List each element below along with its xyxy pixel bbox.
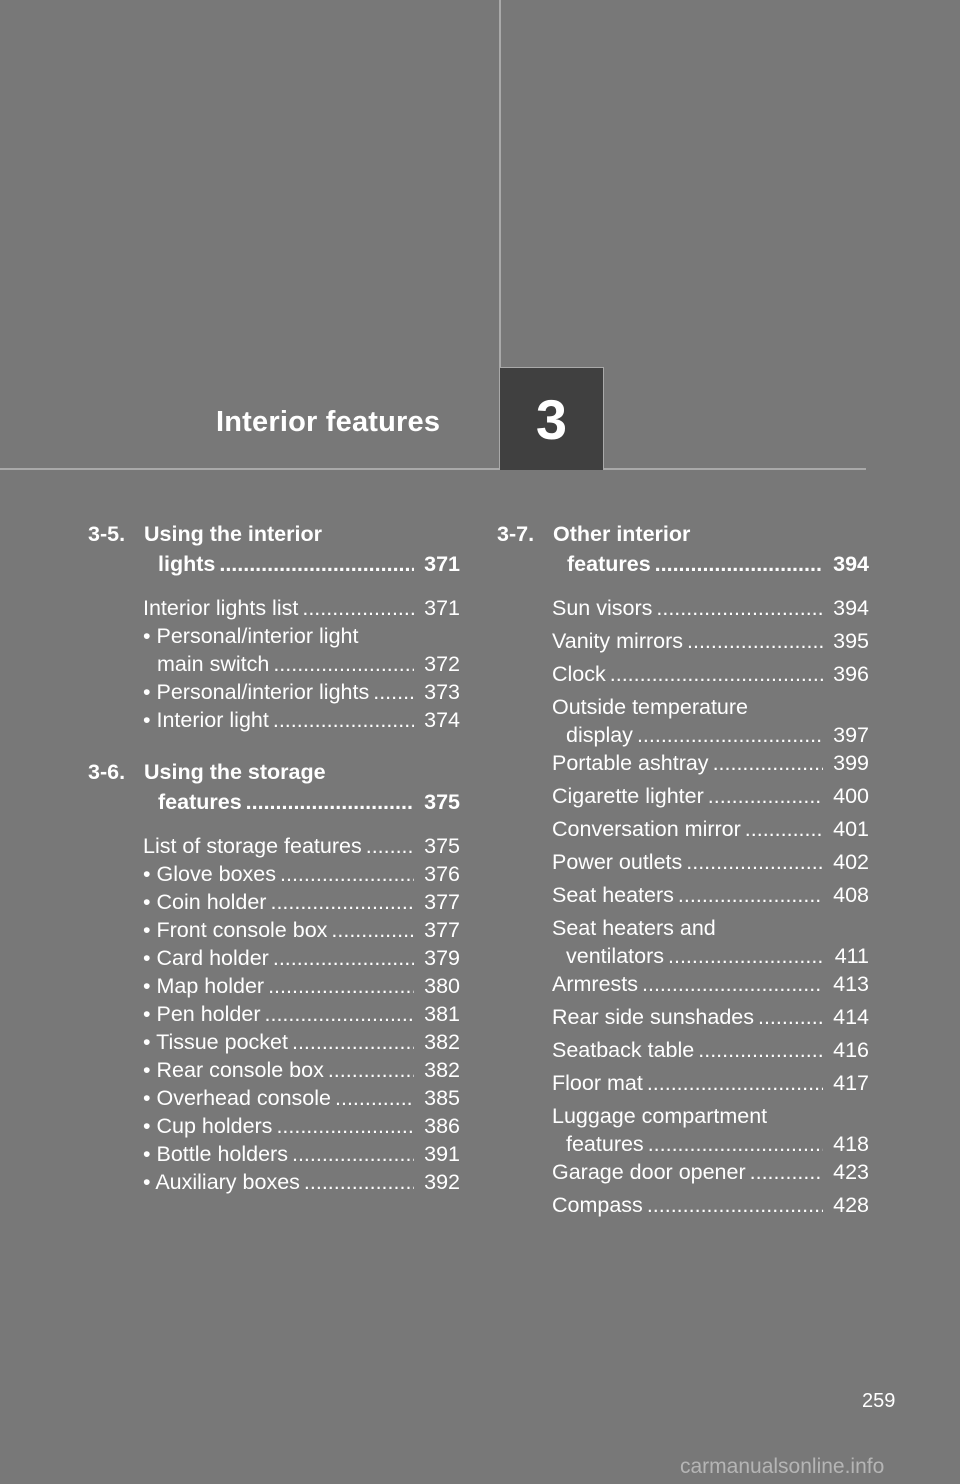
leader-dots	[328, 1058, 414, 1083]
section-number: 3-7.	[497, 522, 535, 546]
entry-label: features	[566, 1132, 644, 1156]
section-number: 3-6.	[88, 760, 126, 784]
entry-label: main switch	[157, 652, 270, 676]
entry-page: 411	[834, 944, 869, 968]
leader-dots	[656, 596, 823, 621]
toc-entry[interactable]	[552, 751, 869, 784]
entry-label: • Personal/interior lights	[143, 680, 370, 704]
entry-label: Cigarette lighter	[552, 784, 704, 808]
entry-page: 413	[833, 972, 869, 996]
section-page: 394	[833, 552, 869, 576]
toc-entry[interactable]	[143, 834, 460, 862]
leader-dots	[270, 890, 414, 915]
leader-dots	[678, 883, 823, 908]
entry-label: Rear side sunshades	[552, 1005, 754, 1029]
entry-label: • Rear console box	[143, 1058, 324, 1082]
leader-dots	[273, 708, 414, 733]
entry-label: ventilators	[566, 944, 664, 968]
entry-page: 428	[833, 1193, 869, 1217]
chapter-number: 3	[535, 387, 568, 451]
leader-dots	[265, 1002, 415, 1027]
toc-entry[interactable]	[143, 862, 460, 890]
horizontal-rule	[0, 468, 866, 470]
leader-dots	[708, 784, 823, 809]
toc-entry[interactable]	[143, 680, 460, 708]
leader-dots	[750, 1160, 823, 1185]
leader-dots	[331, 918, 414, 943]
leader-dots	[758, 1005, 823, 1030]
toc-entry[interactable]	[552, 596, 869, 629]
toc-entry[interactable]	[552, 1193, 869, 1226]
toc-section	[88, 760, 460, 1198]
section-heading[interactable]	[88, 760, 460, 822]
toc-entry[interactable]	[143, 652, 460, 680]
entry-label: • Cup holders	[143, 1114, 273, 1138]
entry-label: Seatback table	[552, 1038, 695, 1062]
section-title-text: features	[158, 790, 242, 814]
entry-label: Portable ashtray	[552, 751, 709, 775]
entry-page: 400	[833, 784, 869, 808]
leader-dots	[273, 652, 414, 677]
section-title-line1: Other interior	[553, 522, 691, 546]
entry-list	[143, 834, 460, 1198]
chapter-number-tab	[500, 367, 604, 470]
leader-dots	[745, 817, 823, 842]
section-title-line1: Using the storage	[144, 760, 326, 784]
entry-page: 417	[833, 1071, 869, 1095]
leader-dots	[292, 1030, 414, 1055]
entry-label: • Card holder	[143, 946, 269, 970]
leader-dots	[268, 974, 414, 999]
entry-label: Interior lights list	[143, 596, 299, 620]
entry-page: 385	[424, 1086, 460, 1110]
toc-entry[interactable]	[552, 1005, 869, 1038]
entry-page: 399	[833, 751, 869, 775]
entry-page: 381	[424, 1002, 460, 1026]
entry-page: 386	[424, 1114, 460, 1138]
entry-page: 392	[424, 1170, 460, 1194]
leader-dots	[668, 944, 823, 969]
toc-entry[interactable]	[552, 944, 869, 972]
leader-dots	[698, 1038, 823, 1063]
entry-list	[143, 596, 460, 736]
entry-label: Sun visors	[552, 596, 653, 620]
toc-entry[interactable]	[552, 883, 869, 916]
chapter-title: Interior features	[216, 406, 441, 438]
entry-page: 396	[833, 662, 869, 686]
leader-dots	[642, 972, 823, 997]
toc-entry[interactable]	[143, 1086, 460, 1114]
leader-dots	[637, 723, 823, 748]
leader-dots	[687, 629, 823, 654]
entry-page: 391	[424, 1142, 460, 1166]
entry-page: 373	[424, 680, 460, 704]
toc-entry[interactable]	[552, 972, 869, 1005]
entry-page: 408	[833, 883, 869, 907]
entry-page: 382	[424, 1058, 460, 1082]
toc-entry[interactable]	[143, 1058, 460, 1086]
leader-dots	[292, 1142, 414, 1167]
toc-entry[interactable]	[552, 662, 869, 695]
toc-entry[interactable]	[143, 1170, 460, 1198]
toc-entry[interactable]	[552, 1038, 869, 1071]
entry-label: • Pen holder	[143, 1002, 261, 1026]
page-number: 259	[862, 1390, 896, 1412]
entry-list	[552, 596, 869, 1226]
entry-label: • Map holder	[143, 974, 265, 998]
entry-label: Seat heaters	[552, 883, 674, 907]
toc-left-column	[88, 522, 460, 1198]
entry-label: Clock	[552, 662, 606, 686]
entry-page: 376	[424, 862, 460, 886]
toc-entry[interactable]	[143, 596, 460, 624]
toc-entry[interactable]	[552, 629, 869, 662]
toc-entry[interactable]	[552, 784, 869, 817]
toc-entry[interactable]	[143, 918, 460, 946]
entry-page: 395	[833, 629, 869, 653]
toc-entry[interactable]	[143, 974, 460, 1002]
section-title-text: features	[567, 552, 651, 576]
toc-entry-line1[interactable]: • Personal/interior light	[143, 624, 359, 648]
leader-dots	[366, 834, 414, 859]
entry-page: 416	[833, 1038, 869, 1062]
leader-dots	[302, 596, 414, 621]
toc-right-column	[497, 522, 869, 1226]
entry-page: 402	[833, 850, 869, 874]
toc-entry[interactable]	[143, 890, 460, 918]
entry-page: 423	[833, 1160, 869, 1184]
toc-entry[interactable]	[143, 1142, 460, 1170]
toc-entry-line1[interactable]: Luggage compartment	[552, 1104, 768, 1128]
section-title-line1: Using the interior	[144, 522, 322, 546]
watermark: carmanualsonline.info	[680, 1455, 885, 1478]
toc-entry[interactable]	[143, 1114, 460, 1142]
entry-label: display	[566, 723, 633, 747]
toc-entry[interactable]	[552, 723, 869, 751]
section-number: 3-5.	[88, 522, 126, 546]
toc-entry[interactable]	[552, 1160, 869, 1193]
leader-dots	[686, 850, 823, 875]
entry-label: Vanity mirrors	[552, 629, 684, 653]
entry-page: 375	[424, 834, 460, 858]
entry-label: • Coin holder	[143, 890, 267, 914]
entry-label: • Glove boxes	[143, 862, 277, 886]
toc-entry[interactable]	[552, 817, 869, 850]
leader-dots	[246, 790, 414, 815]
leader-dots	[219, 552, 414, 577]
leader-dots	[280, 862, 414, 887]
toc-entry[interactable]	[552, 1071, 869, 1104]
entry-label: Armrests	[552, 972, 638, 996]
leader-dots	[335, 1086, 414, 1111]
entry-page: 374	[424, 708, 460, 732]
toc-entry[interactable]	[552, 850, 869, 883]
entry-page: 382	[424, 1030, 460, 1054]
entry-label: • Tissue pocket	[143, 1030, 288, 1054]
leader-dots	[373, 680, 414, 705]
entry-page: 394	[833, 596, 869, 620]
leader-dots	[273, 946, 414, 971]
entry-page: 377	[424, 890, 460, 914]
section-title-line2	[567, 552, 869, 577]
entry-page: 401	[833, 817, 869, 841]
entry-label: • Bottle holders	[143, 1142, 288, 1166]
entry-label: Compass	[552, 1193, 643, 1217]
entry-label: Power outlets	[552, 850, 683, 874]
leader-dots	[648, 1132, 823, 1157]
section-heading[interactable]	[497, 522, 869, 584]
toc-entry[interactable]	[143, 1030, 460, 1058]
entry-label: Conversation mirror	[552, 817, 741, 841]
entry-page: 377	[424, 918, 460, 942]
section-heading[interactable]	[88, 522, 460, 584]
entry-page: 371	[424, 596, 460, 620]
section-title-line2	[158, 790, 460, 815]
section-page: 371	[424, 552, 460, 576]
entry-label: List of storage features	[143, 834, 362, 858]
entry-page: 380	[424, 974, 460, 998]
entry-label: • Overhead console	[143, 1086, 331, 1110]
leader-dots	[713, 751, 823, 776]
toc-entry[interactable]	[552, 1132, 869, 1160]
section-page: 375	[424, 790, 460, 814]
section-title-line2	[158, 552, 460, 577]
leader-dots	[647, 1071, 823, 1096]
toc-section	[497, 522, 869, 1226]
leader-dots	[276, 1114, 414, 1139]
entry-label: • Interior light	[143, 708, 269, 732]
toc-section	[88, 522, 460, 736]
toc-entry[interactable]	[143, 1002, 460, 1030]
leader-dots	[647, 1193, 823, 1218]
entry-label: Garage door opener	[552, 1160, 746, 1184]
toc-entry-line1[interactable]: Outside temperature	[552, 695, 748, 719]
toc-entry[interactable]	[143, 946, 460, 974]
entry-page: 379	[424, 946, 460, 970]
section-title-text: lights	[158, 552, 216, 576]
leader-dots	[610, 662, 823, 687]
entry-page: 372	[424, 652, 460, 676]
entry-label: • Front console box	[143, 918, 328, 942]
entry-label: • Auxiliary boxes	[143, 1170, 300, 1194]
entry-page: 397	[833, 723, 869, 747]
entry-label: Floor mat	[552, 1071, 643, 1095]
entry-page: 414	[833, 1005, 869, 1029]
toc-entry-line1[interactable]: Seat heaters and	[552, 916, 716, 940]
leader-dots	[304, 1170, 414, 1195]
leader-dots	[655, 552, 823, 577]
entry-page: 418	[833, 1132, 869, 1156]
toc-entry[interactable]	[143, 708, 460, 736]
